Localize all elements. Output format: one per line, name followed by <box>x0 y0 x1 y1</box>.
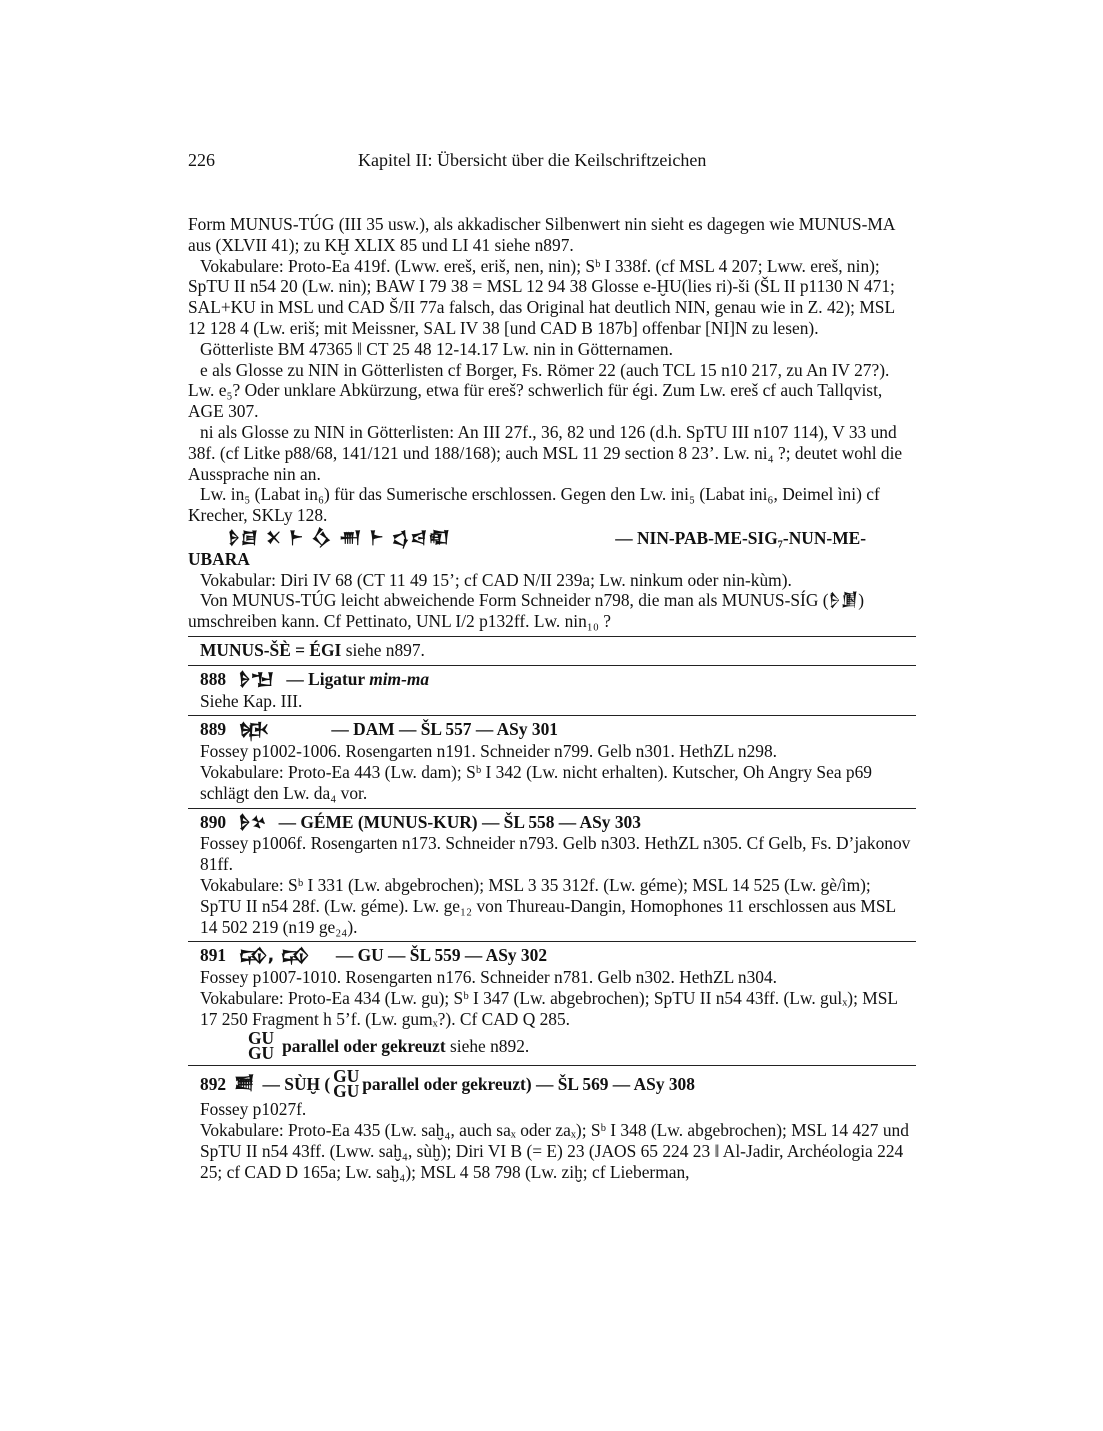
entry-number: 888 <box>200 668 227 689</box>
gu-top: GU <box>333 1066 360 1087</box>
entry-name: — Ligatur <box>286 668 365 689</box>
entry-heading <box>188 719 916 741</box>
compound-sign-line <box>188 528 916 549</box>
paragraph: Fossey p1006f. Rosengarten n173. Schneider n793. Gelb n303. HethZL n305. Cf Gelb, Fs. D’jakonov 81ff. <box>200 833 911 875</box>
cuneiform-sign: 𒄘, 𒄘 <box>238 946 310 967</box>
entry-heading <box>188 1066 916 1102</box>
entry-name-post: parallel oder gekreuzt) — ŠL 569 — ASy 308 <box>362 1074 695 1095</box>
gu-stack <box>248 1028 275 1064</box>
paragraph: Fossey p1007-1010. Rosengarten n176. Schneider n781. Gelb n302. HethZL n304. <box>200 967 778 988</box>
running-title: Kapitel II: Übersicht über die Keilschriftzeichen <box>358 150 707 170</box>
gu-note-bold: parallel oder gekreuzt <box>282 1036 446 1057</box>
entry-number: 889 <box>200 719 227 740</box>
paragraph: Götterliste BM 47365 ‖ CT 25 48 12-14.17 Lw. nin in Götternamen. <box>200 338 673 359</box>
gu-note-rest: siehe n892. <box>450 1036 530 1057</box>
paragraph: Von MUNUS-TÚG leicht abweichende Form Schneider n798, die man als MUNUS-SÍG (𒊩𒋠) umschreiben kann. Cf Pettinato, UNL I/2 p132ff. Lw. nin₁₀ ? <box>188 590 865 632</box>
gu-bottom: GU <box>248 1043 275 1064</box>
gu-parallel-note <box>188 1028 916 1064</box>
cuneiform-sign: 𒁮 <box>238 720 270 741</box>
cuneiform-sign: 𒊩𒈠 <box>238 669 275 690</box>
entry-number: 891 <box>200 945 227 966</box>
entry-heading <box>188 945 916 967</box>
entry-name-italic: mim-ma <box>369 668 430 689</box>
paragraph: Siehe Kap. III. <box>200 690 303 711</box>
compound-reading-continuation: UBARA <box>188 548 250 569</box>
xref-rest: siehe n897. <box>345 639 425 660</box>
entry-heading <box>188 812 916 834</box>
cuneiform-sign: 𒋢 <box>234 1074 255 1095</box>
divider <box>188 665 916 666</box>
gu-bottom: GU <box>333 1081 360 1102</box>
entry-number: 890 <box>200 811 227 832</box>
paragraph: Fossey p1002-1006. Rosengarten n191. Schneider n799. Gelb n301. HethZL n298. <box>200 741 778 762</box>
entry-name: — GÉME (MUNUS-KUR) — ŠL 558 — ASy 303 <box>278 811 641 832</box>
divider <box>188 941 916 942</box>
paragraph: Vokabulare: Sᵇ I 331 (Lw. abgebrochen); MSL 3 35 312f. (Lw. géme); MSL 14 525 (Lw. gè/ìm); SpTU II n54 28f. (Lw. géme). Lw. ge₁₂ von Thureau-Dangin, Homophones 11 erschlossen aus MSL 14 502 219 (n19 ge₂₄). <box>200 874 896 937</box>
page-body <box>188 214 916 1183</box>
gu-top: GU <box>248 1028 275 1049</box>
gu-stack <box>333 1066 360 1102</box>
divider <box>188 636 916 637</box>
paragraph: ni als Glosse zu NIN in Götterlisten: An III 27f., 36, 82 und 126 (d.h. SpTU III n107 114), V 33 und 38f. (cf Litke p88/68, 141/121 und 188/168); auch MSL 11 29 section 8 23’. Lw. ni₄ ?; deutet wohl die Aussprache nin an. <box>188 421 903 484</box>
paragraph: Form MUNUS-TÚG (III 35 usw.), als akkadischer Silbenwert nin sieht es dagegen wie MUNUS-MA aus (XLVII 41); zu KḪ XLIX 85 und LI 41 siehe n897. <box>188 214 895 255</box>
divider <box>188 715 916 716</box>
divider <box>188 808 916 809</box>
paragraph: Fossey p1027f. <box>200 1099 307 1120</box>
divider <box>188 1065 916 1066</box>
paragraph: Vokabulare: Proto-Ea 443 (Lw. dam); Sᵇ I 342 (Lw. nicht erhalten). Kutscher, Oh Angry Sea p69 schlägt den Lw. da₄ vor. <box>200 761 872 803</box>
entry-number: 892 <box>200 1074 227 1095</box>
cross-reference <box>188 640 916 661</box>
entry-name: — GU — ŠL 559 — ASy 302 <box>335 945 548 966</box>
paragraph: e als Glosse zu NIN in Götterlisten cf Borger, Fs. Römer 22 (auch TCL 15 n10 217, zu An IV 27?). Lw. e₅? Oder unklare Abkürzung, etwa für ereš? schwerlich für égi. Zum Lw. ereš cf auch Tallqvist, AGE 307. <box>188 359 890 422</box>
paragraph: Lw. in₅ (Labat in₆) für das Sumerische erschlossen. Gegen den Lw. ini₅ (Labat ini₆, Deimel ìni) cf Krecher, SKLy 128. <box>188 484 880 526</box>
paragraph: Vokabulare: Proto-Ea 434 (Lw. gu); Sᵇ I 347 (Lw. abgebrochen); SpTU II n54 43ff. (Lw. gulₓ); MSL 17 250 Fragment h 5’f. (Lw. gumₓ?). Cf CAD Q 285. <box>200 987 898 1029</box>
paragraph: Vokabulare: Proto-Ea 435 (Lw. saḫ₄, auch saₓ oder zaₓ); Sᵇ I 348 (Lw. abgebrochen); MSL 14 427 und SpTU II n54 43ff. (Lww. saḫ₄, sùḫ); Diri VI B (= E) 23 (JAOS 65 224 23 ‖ Al-Jadir, Archéologia 224 25; cf CAD D 165a; Lw. saḫ₄); MSL 4 58 798 (Lw. ziḫ; cf Lieberman, <box>200 1120 909 1182</box>
paragraph: Vokabulare: Proto-Ea 419f. (Lww. ereš, eriš, nen, nin); Sᵇ I 338f. (cf MSL 4 207; Lww. ereš, nin); SpTU II n54 20 (Lw. nin); BAW I 79 38 = MSL 12 94 38 Glosse e-ḪU(lies ri)-ši (ŠL II p1130 N 471; SAL+KU in MSL und CAD Š/II 77a falsch, das Original hat deutlich NIN, genau wie in Z. 42); MSL 12 128 4 (Lw. eriš; mit Meissner, SAL IV 38 [und CAD B 187b] offenbar [NI]N zu lesen). <box>188 255 895 338</box>
compound-reading: — NIN-PAB-ME-SIG₇-NUN-ME- <box>615 527 866 548</box>
xref-head: MUNUS-ŠÈ = ÉGI <box>200 639 342 660</box>
paragraph: Vokabular: Diri IV 68 (CT 11 49 15’; cf CAD N/II 239a; Lw. ninkum oder nin-kùm). <box>200 569 792 590</box>
page-number: 226 <box>188 150 215 170</box>
page-header <box>188 150 916 172</box>
entry-name-pre: — SÙḪ ( <box>262 1074 331 1095</box>
cuneiform-sign-group: 𒊩𒌆 𒉽 𒈨 𒋝 𒉣 𒈨 𒌓𒁀𒊏 <box>228 527 451 548</box>
entry-heading <box>188 669 916 691</box>
cuneiform-sign: 𒊩𒆳 <box>238 812 267 833</box>
entry-name: — DAM — ŠL 557 — ASy 301 <box>331 719 558 740</box>
